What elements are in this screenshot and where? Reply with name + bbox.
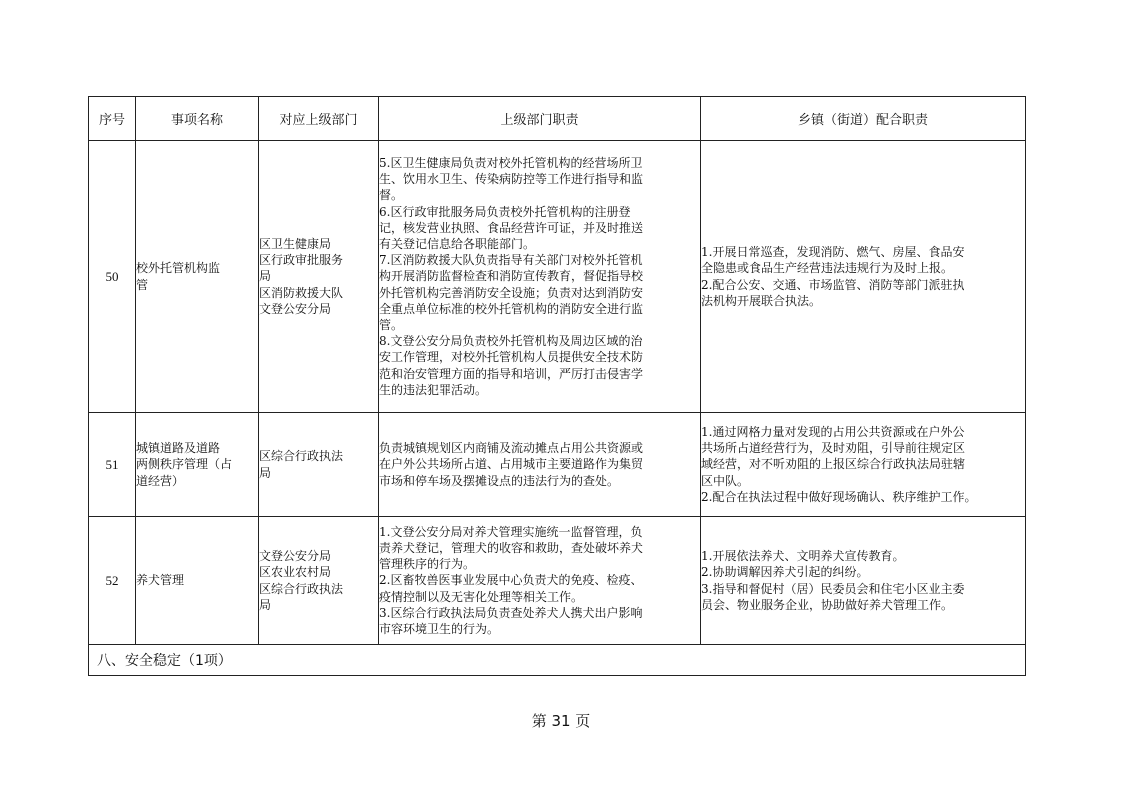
row-seq: 50 — [89, 141, 136, 413]
table-row — [89, 413, 1026, 517]
text-line: 道经营） — [136, 473, 185, 488]
text-line: 区中队。 — [701, 473, 750, 488]
department-cell — [259, 413, 379, 517]
row-seq: 51 — [89, 413, 136, 517]
text-line: 8.文登公安分局负责校外托管机构及周边区域的治 — [379, 334, 643, 349]
text-line: 1.开展日常巡查，发现消防、燃气、房屋、食品安 — [701, 245, 965, 260]
text-line: 区消防救援大队 — [259, 285, 344, 300]
text-line: 局 — [259, 597, 272, 612]
page-number: 第 31 页 — [531, 712, 591, 730]
text-line: 域经营，对不听劝阻的上报区综合行政执法局驻辖 — [701, 457, 966, 472]
text-line: 负责城镇规划区内商铺及流动摊点占用公共资源或 — [379, 441, 644, 456]
text-line: 两侧秩序管理（占 — [136, 457, 233, 472]
text-line: 管理秩序的行为。 — [379, 557, 476, 572]
text-line: 疫情控制以及无害化处理等相关工作。 — [379, 589, 584, 604]
item-name-cell — [136, 141, 259, 413]
text-line: 外托管机构完善消防安全设施；负责对达到消防安 — [379, 285, 644, 300]
text-line: 2.区畜牧兽医事业发展中心负责犬的免疫、检疫、 — [379, 573, 643, 588]
text-line: 区农业农村局 — [259, 565, 332, 580]
township-duty-cell — [701, 413, 1026, 517]
text-line: 员会、物业服务企业，协助做好养犬管理工作。 — [701, 597, 954, 612]
table-header-row — [89, 97, 1026, 141]
text-line: 构开展消防监督检查和消防宣传教育，督促指导校 — [379, 269, 644, 284]
text-line: 局 — [259, 465, 272, 480]
text-line: 文登公安分局 — [259, 301, 332, 316]
item-name-cell — [136, 413, 259, 517]
text-line: 区综合行政执法 — [259, 581, 344, 596]
text-line: 3.指导和督促村（居）民委员会和住宅小区业主委 — [701, 581, 965, 596]
text-line: 全隐患或食品生产经营违法违规行为及时上报。 — [701, 261, 954, 276]
text-line: 3.区综合行政执法局负责查处养犬人携犬出户影响 — [379, 605, 643, 620]
text-line: 共场所占道经营行为，及时劝阻，引导前往规定区 — [701, 441, 966, 456]
text-line: 范和治安管理方面的指导和培训，严厉打击侵害学 — [379, 366, 644, 381]
township-duty-cell — [701, 141, 1026, 413]
item-name-cell — [136, 517, 259, 645]
text-line: 2.协助调解因养犬引起的纠纷。 — [701, 565, 869, 580]
table-row — [89, 517, 1026, 645]
duty-table — [88, 96, 1026, 676]
department-cell — [259, 141, 379, 413]
header-name: 事项名称 — [136, 97, 259, 141]
text-line: 市场和停车场及摆摊设点的违法行为的查处。 — [379, 473, 620, 488]
row-seq: 52 — [89, 517, 136, 645]
text-line: 城镇道路及道路 — [136, 441, 221, 456]
text-line: 生的违法犯罪活动。 — [379, 382, 488, 397]
text-line: 1.开展依法养犬、文明养犬宣传教育。 — [701, 549, 905, 564]
text-line: 5.区卫生健康局负责对校外托管机构的经营场所卫 — [379, 155, 643, 170]
township-duty-cell — [701, 517, 1026, 645]
text-line: 2.配合在执法过程中做好现场确认、秩序维护工作。 — [701, 489, 977, 504]
text-line: 文登公安分局 — [259, 549, 332, 564]
text-line: 在户外公共场所占道、占用城市主要道路作为集贸 — [379, 457, 644, 472]
text-line: 全重点单位标准的校外托管机构的消防安全进行监 — [379, 301, 644, 316]
text-line: 记，核发营业执照、食品经营许可证，并及时推送 — [379, 220, 644, 235]
text-line: 有关登记信息给各职能部门。 — [379, 236, 536, 251]
superior-duty-cell — [379, 413, 701, 517]
header-township: 乡镇（街道）配合职责 — [701, 97, 1026, 141]
text-line: 1.通过网格力量对发现的占用公共资源或在户外公 — [701, 424, 965, 439]
section-row — [89, 645, 1026, 676]
text-line: 6.区行政审批服务局负责校外托管机构的注册登 — [379, 204, 631, 219]
header-superior: 上级部门职责 — [379, 97, 701, 141]
text-line: 生、饮用水卫生、传染病防控等工作进行指导和监 — [379, 172, 644, 187]
text-line: 区行政审批服务 — [259, 253, 344, 268]
text-line: 责养犬登记，管理犬的收容和救助，查处破坏养犬 — [379, 540, 644, 555]
department-cell — [259, 517, 379, 645]
text-line: 法机构开展联合执法。 — [701, 293, 822, 308]
header-dept: 对应上级部门 — [259, 97, 379, 141]
text-line: 2.配合公安、交通、市场监管、消防等部门派驻执 — [701, 277, 965, 292]
superior-duty-cell — [379, 517, 701, 645]
text-line: 督。 — [379, 188, 404, 203]
text-line: 养犬管理 — [136, 573, 185, 588]
text-line: 校外托管机构监 — [136, 261, 221, 276]
text-line: 7.区消防救援大队负责指导有关部门对校外托管机 — [379, 253, 643, 268]
section-title: 八、安全稳定（1项） — [89, 645, 1026, 676]
table-row — [89, 141, 1026, 413]
text-line: 管 — [136, 277, 149, 292]
text-line: 区卫生健康局 — [259, 236, 332, 251]
text-line: 市容环境卫生的行为。 — [379, 622, 500, 636]
superior-duty-cell — [379, 141, 701, 413]
text-line: 区综合行政执法 — [259, 449, 344, 464]
text-line: 安工作管理，对校外托管机构人员提供安全技术防 — [379, 350, 644, 365]
text-line: 局 — [259, 269, 272, 284]
header-seq: 序号 — [89, 97, 136, 141]
text-line: 1.文登公安分局对养犬管理实施统一监督管理，负 — [379, 524, 643, 539]
text-line: 管。 — [379, 318, 404, 332]
